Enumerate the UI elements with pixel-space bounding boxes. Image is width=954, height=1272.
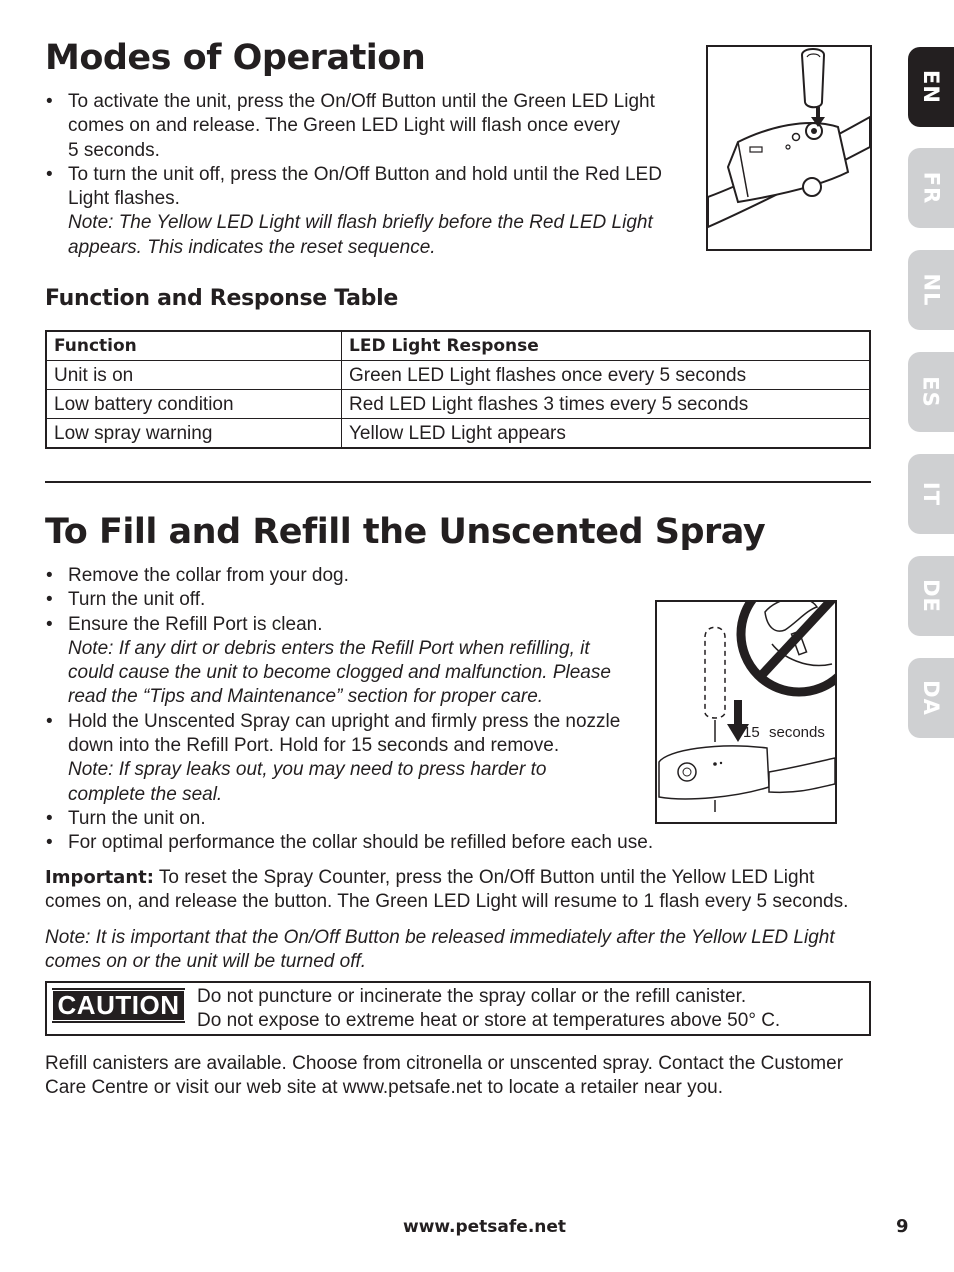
refill-bullet-turn-off-text: Turn the unit off.	[68, 589, 206, 611]
refill-bullet-ensure-clean-text: • Ensure the Refill Port is clean.	[68, 613, 323, 635]
collar-button-illustration	[706, 45, 872, 251]
refill-illustration	[655, 600, 837, 824]
tab-nl[interactable]	[908, 250, 954, 330]
modes-note-line1: Note: The Yellow LED Light will flash briefly before the Red LED Light	[68, 212, 653, 234]
refill-bullet-remove-text: Remove the collar from your dog.	[68, 565, 349, 586]
modes-bullet1-line2: comes on and release. The Green LED Light will flash once every	[68, 115, 621, 137]
refill-note2-line1: Note: If spray leaks out, you may need to press harder to	[68, 759, 547, 781]
table-cell-function: Low spray warning	[46, 419, 342, 449]
tab-es-label: ES	[918, 376, 943, 408]
figure-label-unit: seconds	[769, 724, 825, 741]
modes-bullet2-line1: • To turn the unit off, press the On/Off Button and hold until the Red LED	[68, 163, 662, 185]
refill-note1-line2: could cause the unit to become clogged and malfunction. Please	[68, 662, 611, 684]
closing-paragraph	[45, 1052, 885, 1101]
caution-badge-label: CAUTION	[52, 990, 186, 1021]
refill-can-icon	[657, 602, 835, 822]
tab-it-label: IT	[918, 481, 943, 507]
tab-es[interactable]	[908, 352, 954, 432]
table-header-row	[46, 331, 870, 361]
reset-note-line1: Note: It is important that the On/Off Button be released immediately after the Yellow LED Light	[45, 927, 835, 948]
refill-bullet-optimal-text: For optimal performance the collar should be refilled before each use.	[68, 832, 654, 854]
modes-bullet-activate	[45, 90, 695, 163]
caution-line1: Do not puncture or incinerate the spray collar or the refill canister.	[197, 986, 747, 1007]
closing-line1: Refill canisters are available. Choose from citronella or unscented spray. Contact the Customer	[45, 1053, 844, 1074]
tab-en[interactable]	[908, 47, 954, 127]
important-text-line2: comes on, and release the button. The Green LED Light will resume to 1 flash every 5 seconds.	[45, 891, 849, 913]
refill-bullet-remove	[45, 564, 885, 588]
modes-bullet1-line1: • To activate the unit, press the On/Off Button until the Green LED Light	[68, 91, 655, 112]
refill-bullet-turn-on-text: Turn the unit on.	[68, 807, 206, 829]
tab-de[interactable]	[908, 556, 954, 636]
section-divider	[45, 481, 871, 483]
table-row	[46, 419, 870, 449]
tab-en-label: EN	[918, 70, 943, 104]
tab-da-label: DA	[919, 680, 943, 716]
modes-bullet1-line3: 5 seconds.	[68, 139, 160, 161]
tab-da[interactable]	[908, 658, 954, 738]
refill-note1-line1: Note: If any dirt or debris enters the Refill Port when refilling, it	[68, 637, 590, 659]
table-cell-response: Yellow LED Light appears	[342, 419, 871, 449]
refill-bullet-hold-can-line1: • Hold the Unscented Spray can upright and firmly press the nozzle	[68, 710, 621, 732]
footer-url[interactable]: www.petsafe.net	[403, 1217, 567, 1237]
important-paragraph	[45, 866, 885, 915]
tab-nl-label: NL	[919, 273, 943, 307]
table-cell-function: Low battery condition	[46, 390, 342, 419]
refill-bullet-hold-can-line2: down into the Refill Port. Hold for 15 seconds and remove.	[68, 735, 560, 757]
table-cell-response: Red LED Light flashes 3 times every 5 seconds	[342, 390, 871, 419]
figure-label-number: 15	[743, 724, 760, 741]
reset-note-line2: comes on or the unit will be turned off.	[45, 951, 367, 973]
modes-note-line2: appears. This indicates the reset sequence.	[68, 236, 436, 258]
tab-it[interactable]	[908, 454, 954, 534]
refill-note1-line3: read the “Tips and Maintenance” section for proper care.	[68, 686, 544, 708]
modes-list	[45, 90, 695, 260]
table-header-function: Function	[46, 331, 342, 361]
caution-text	[197, 985, 780, 1033]
refill-bullet-optimal	[45, 831, 885, 855]
table-cell-function: Unit is on	[46, 361, 342, 390]
closing-line2: Care Centre or visit our web site at www.petsafe.net to locate a retailer near you.	[45, 1077, 723, 1099]
caution-box	[45, 981, 871, 1036]
modes-bullet2-line2: Light flashes.	[68, 188, 180, 210]
tab-de-label: DE	[919, 579, 943, 613]
caution-badge	[52, 988, 185, 1023]
refill-title: To Fill and Refill the Unscented Spray	[45, 512, 766, 552]
table-title: Function and Response Table	[45, 286, 398, 311]
reset-note	[45, 926, 885, 975]
refill-note2-line2: complete the seal.	[68, 783, 223, 805]
important-text-line1: To reset the Spray Counter, press the On/Off Button until the Yellow LED Light	[153, 867, 815, 888]
finger-press-icon	[708, 47, 870, 249]
page-number: 9	[896, 1216, 909, 1237]
table-header-response: LED Light Response	[342, 331, 871, 361]
modes-title: Modes of Operation	[45, 38, 426, 78]
modes-bullet-off	[45, 163, 695, 260]
tab-fr[interactable]	[908, 148, 954, 228]
table-row	[46, 361, 870, 390]
caution-line2: Do not expose to extreme heat or store at temperatures above 50° C.	[197, 1010, 781, 1031]
important-label: Important:	[45, 867, 154, 888]
function-response-table	[45, 330, 871, 449]
tab-fr-label: FR	[918, 171, 943, 205]
table-cell-response: Green LED Light flashes once every 5 seconds	[342, 361, 871, 390]
table-row	[46, 390, 870, 419]
